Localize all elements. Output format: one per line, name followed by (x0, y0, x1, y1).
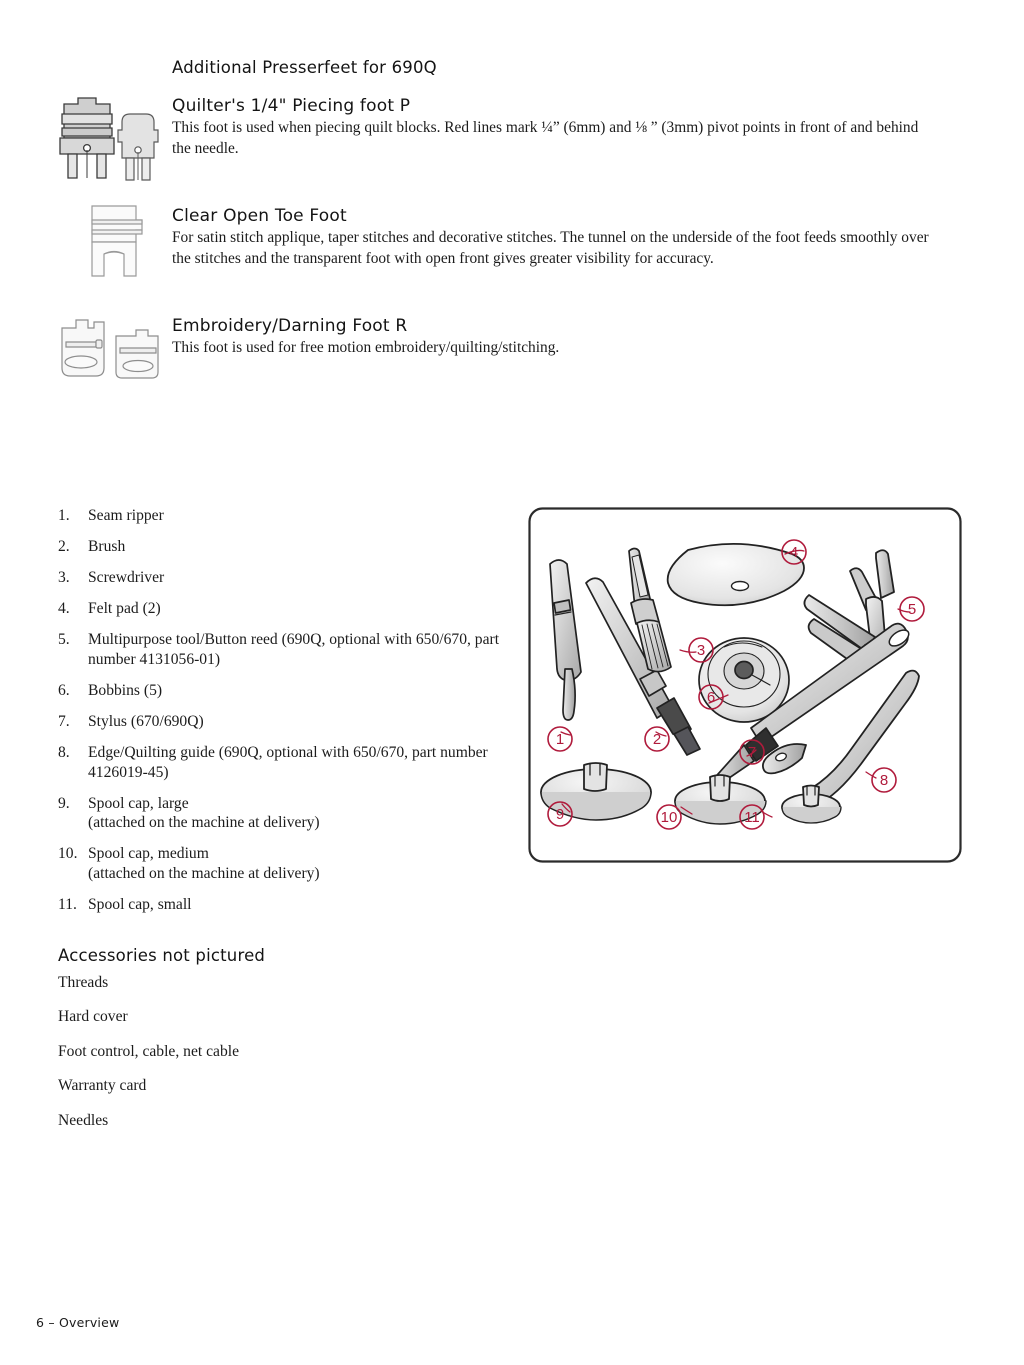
list-item-label: Screwdriver (88, 568, 165, 586)
list-item-label: Spool cap, large (attached on the machine at delivery) (88, 794, 320, 832)
list-item: Warranty card (58, 1077, 147, 1095)
callout-11: 11 (744, 809, 760, 826)
list-item-number: 3. (58, 568, 70, 586)
callout-6: 6 (706, 689, 716, 706)
list-item: Threads (58, 974, 109, 991)
callout-7: 7 (747, 744, 757, 761)
list-item-number: 9. (58, 794, 70, 812)
list-item-label: Bobbins (5) (88, 681, 163, 699)
list-item (58, 895, 508, 915)
list-item-label: Felt pad (2) (88, 599, 161, 617)
list-item-label: Seam ripper (88, 507, 164, 524)
foot-name: Clear Open Toe Foot (172, 206, 347, 226)
list-item-number: 1. (58, 507, 70, 524)
foot-block-clear-open-toe (172, 206, 934, 269)
list-item (58, 599, 508, 619)
list-item-number: 6. (58, 681, 70, 699)
list-item-number: 7. (58, 712, 70, 730)
list-item-number: 4. (58, 599, 70, 617)
page-footer: 6 – Overview (36, 1315, 120, 1330)
callout-3: 3 (696, 642, 706, 659)
page-section-title: Additional Presserfeet for 690Q (172, 58, 437, 77)
callout-9: 9 (555, 806, 565, 823)
list-item: Foot control, cable, net cable (58, 1042, 239, 1060)
presser-foot-clear-open-toe-icon (78, 200, 164, 282)
list-item: Hard cover (58, 1008, 128, 1026)
list-item-label: Spool cap, small (88, 896, 192, 914)
list-item (58, 630, 508, 670)
list-item-number: 11. (58, 896, 77, 914)
callout-5: 5 (907, 601, 917, 618)
callout-2: 2 (652, 731, 662, 748)
list-item-label: Edge/Quilting guide (690Q, optional with 650/670, part number 4126019-45) (88, 743, 488, 781)
list-item-number: 8. (58, 743, 70, 761)
list-item-label: Spool cap, medium (attached on the machine at delivery) (88, 845, 320, 883)
list-item: Needles (58, 1111, 109, 1129)
accessories-illustration (528, 507, 962, 863)
foot-description: For satin stitch applique, taper stitches and decorative stitches. The tunnel on the underside of the foot feeds smoothly over the stitches and the transparent foot with open front gives greater visibility for accuracy. (172, 229, 929, 267)
list-item-label: Multipurpose tool/Button reed (690Q, optional with 650/670, part number 4131056-01) (88, 630, 500, 668)
list-item-label: Brush (88, 537, 126, 555)
list-item (58, 537, 508, 557)
accessories-list (58, 506, 508, 926)
list-item-number: 10. (58, 845, 78, 863)
foot-name: Embroidery/Darning Foot R (172, 316, 408, 336)
presser-foot-embroidery-darning-icon (52, 316, 170, 382)
callout-8: 8 (879, 772, 889, 789)
list-item (58, 681, 508, 701)
presser-foot-quarter-inch-piecing-icon (52, 92, 164, 184)
foot-name: Quilter's 1/4" Piecing foot P (172, 96, 411, 116)
list-item (58, 506, 508, 526)
list-item-label: Stylus (670/690Q) (88, 712, 204, 730)
list-item (58, 568, 508, 588)
list-item (58, 712, 508, 732)
callout-4: 4 (789, 544, 799, 561)
accessories-not-pictured-heading: Accessories not pictured (58, 946, 266, 965)
accessories-not-pictured-list (58, 973, 458, 1145)
list-item-number: 2. (58, 537, 70, 555)
foot-block-embroidery-darning (172, 316, 872, 359)
list-item-number: 5. (58, 630, 70, 648)
foot-block-piecing (172, 96, 930, 159)
list-item (58, 743, 508, 783)
callout-10: 10 (660, 809, 678, 826)
foot-description: This foot is used when piecing quilt blocks. Red lines mark ¼” (6mm) and ⅛ ” (3mm) pivot points in front of and behind the needle. (172, 119, 919, 157)
list-item (58, 844, 508, 884)
foot-description: This foot is used for free motion embroidery/quilting/stitching. (172, 339, 560, 357)
callout-1: 1 (555, 731, 565, 748)
list-item (58, 794, 508, 834)
